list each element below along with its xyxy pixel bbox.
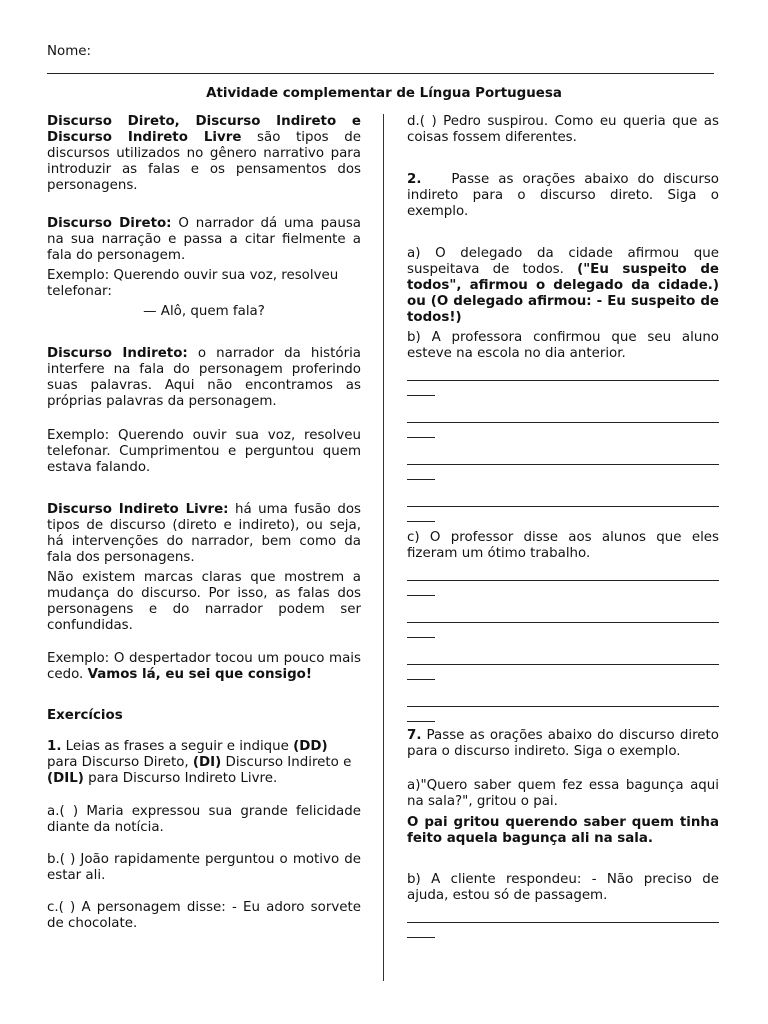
q2-instruction (407, 172, 719, 220)
q1-di: (DI) (192, 755, 222, 770)
page-title: Atividade complementar de Língua Portuguesa (206, 86, 562, 101)
q1-item-b[interactable] (47, 852, 361, 884)
q7-item-b (407, 872, 719, 904)
q1-item-c-label: c. (47, 900, 59, 915)
answer-line[interactable] (407, 908, 719, 923)
dd-definition (47, 216, 361, 264)
q2-example-text: O delegado da cidade afirmou que suspeitava de todos. (407, 246, 719, 277)
dd-term: Discurso Direto: (47, 216, 172, 231)
q7-item-b-label: b) (407, 872, 421, 887)
q2-item-b-text: A professora confirmou que seu aluno esteve na escola no dia anterior. (407, 330, 719, 361)
q2-b-answer-lines[interactable] (407, 366, 719, 522)
q1-item-a-label: a. (47, 804, 60, 819)
right-column (407, 114, 719, 950)
answer-line[interactable] (407, 408, 719, 423)
dil-text2: Não existem marcas claras que mostrem a mudança do discurso. Por isso, as falas dos personagens e do narrador podem ser confundidas. (47, 570, 361, 633)
answer-line[interactable] (407, 650, 719, 665)
q7-number: 7. (407, 728, 422, 743)
column-divider (383, 114, 384, 981)
dd-text: O narrador dá uma pausa na sua narração e passa a citar fielmente a fala do personagem. (47, 216, 361, 263)
q1-item-c-text: A personagem disse: - Eu adoro sorvete de chocolate. (47, 900, 361, 931)
answer-line[interactable] (407, 492, 719, 507)
left-column (47, 114, 361, 932)
q1-item-d-text: Pedro suspirou. Como eu queria que as coisas fossem diferentes. (407, 114, 719, 145)
dil-example (47, 651, 361, 683)
q1-text-c: Discurso Indireto e (221, 755, 352, 770)
name-underline[interactable] (47, 73, 714, 74)
q1-item-d-label: d. (407, 114, 420, 129)
q2-item-c-label: c) (407, 530, 420, 545)
dil-text: há uma fusão dos tipos de discurso (direto e indireto), ou seja, há intervenções do narrador, bem como da fala dos personagens. (47, 502, 361, 565)
answer-line[interactable] (407, 450, 719, 465)
q7-example-label: a) (407, 778, 421, 793)
di-definition (47, 346, 361, 410)
q2-example-answer: ("Eu suspeito de todos", afirmou o delegado da cidade.) ou (O delegado afirmou: - Eu suspeito de todos!) (407, 262, 719, 325)
q2-item-b (407, 330, 719, 362)
name-label: Nome: (47, 44, 92, 59)
intro-text: são tipos de discursos utilizados no gênero narrativo para introduzir as falas e os pensamentos dos personagens. (47, 130, 361, 193)
q2-item-b-label: b) (407, 330, 421, 345)
q1-item-a-box[interactable]: ( ) (59, 804, 79, 819)
intro-paragraph (47, 114, 361, 194)
dd-example: Exemplo: Querendo ouvir sua voz, resolveu telefonar: (47, 268, 339, 299)
q1-item-c-box[interactable]: ( ) (58, 900, 76, 915)
dil-example-prefix: Exemplo: O despertador tocou um pouco mais cedo. (47, 651, 361, 682)
dil-term: Discurso Indireto Livre: (47, 502, 229, 517)
q2-item-c (407, 530, 719, 562)
q1-text-d: para Discurso Indireto Livre. (83, 771, 278, 786)
q1-item-b-text: João rapidamente perguntou o motivo de estar ali. (47, 852, 361, 883)
di-term: Discurso Indireto: (47, 346, 188, 361)
q1-item-c[interactable] (47, 900, 361, 932)
q2-example-label: a) (407, 246, 421, 261)
di-text: o narrador da história interfere na fala do personagem proferindo suas palavras. Aqui não encontramos as próprias palavras da personagem. (47, 346, 361, 409)
q1-dd: (DD) (293, 739, 328, 754)
q1-item-d[interactable] (407, 114, 719, 146)
q7-example-answer: O pai gritou querendo saber quem tinha feito aquela bagunça ali na sala. (407, 815, 719, 846)
q2-text: Passe as orações abaixo do discurso indireto para o discurso direto. Siga o exemplo. (407, 172, 719, 219)
di-example: Exemplo: Querendo ouvir sua voz, resolveu telefonar. Cumprimentou e perguntou quem estava falando. (47, 428, 361, 475)
q1-item-b-label: b. (47, 852, 60, 867)
dil-example-bold: Vamos lá, eu sei que consigo! (87, 667, 312, 682)
answer-line[interactable] (407, 608, 719, 623)
q7-b-answer-lines[interactable] (407, 908, 719, 938)
q7-instruction (407, 728, 719, 760)
dd-quote: — Alô, quem fala? (143, 304, 265, 319)
q1-item-a[interactable] (47, 804, 361, 836)
q1-instruction (47, 739, 361, 787)
intro-terms: Discurso Direto, Discurso Indireto e Discurso Indireto Livre (47, 114, 361, 145)
q1-item-a-text: Maria expressou sua grande felicidade diante da notícia. (47, 804, 361, 835)
q7-example-text: "Quero saber quem fez essa bagunça aqui na sala?", gritou o pai. (407, 778, 719, 809)
q2-c-answer-lines[interactable] (407, 566, 719, 722)
q1-text-b: para Discurso Direto, (47, 755, 193, 770)
q1-text-a: Leias as frases a seguir e indique (61, 739, 294, 754)
q1-item-b-box[interactable]: ( ) (59, 852, 76, 867)
q7-text: Passe as orações abaixo do discurso direto para o discurso indireto. Siga o exemplo. (407, 728, 719, 759)
exercises-heading: Exercícios (47, 708, 123, 723)
q2-number: 2. (407, 172, 422, 187)
q1-dil: (DIL) (47, 771, 84, 786)
q1-item-d-box[interactable]: ( ) (419, 114, 437, 129)
answer-line[interactable] (407, 366, 719, 381)
dil-definition (47, 502, 361, 566)
q2-example (407, 246, 719, 326)
answer-line[interactable] (407, 566, 719, 581)
q1-number: 1. (47, 739, 62, 754)
q7-example (407, 778, 719, 810)
q2-item-c-text: O professor disse aos alunos que eles fizeram um ótimo trabalho. (407, 530, 720, 561)
answer-line[interactable] (407, 692, 719, 707)
q7-item-b-text: A cliente respondeu: - Não preciso de ajuda, estou só de passagem. (407, 872, 719, 903)
